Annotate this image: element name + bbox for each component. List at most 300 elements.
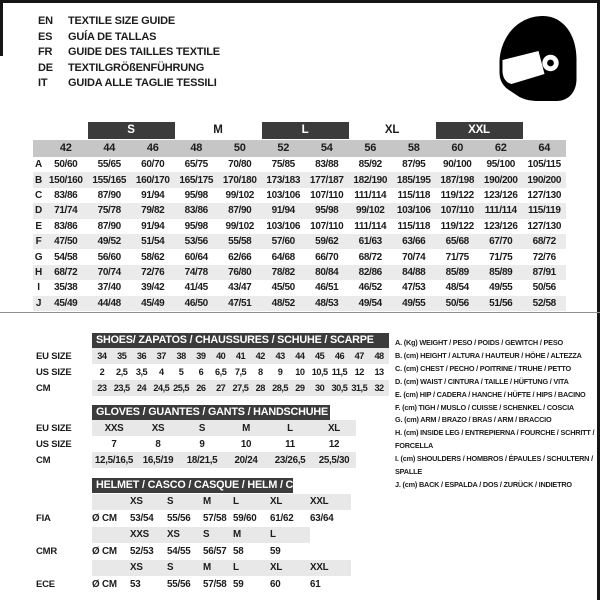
shoes-value: 43	[275, 351, 285, 361]
shoes-value: 40	[216, 351, 226, 361]
size-value: 80/84	[315, 266, 339, 278]
size-value: 72/76	[141, 266, 165, 278]
shoes-value: 24	[136, 383, 147, 393]
helmet-size-header: S	[167, 562, 174, 574]
legend-item: D. (cm) WAIST / CINTURA / TAILLE / HÜFTUNG / VITA	[395, 376, 569, 386]
size-value: 107/110	[440, 205, 474, 217]
shoes-size-table	[33, 332, 389, 396]
gloves-value: XS	[151, 422, 165, 434]
size-column-header: 42	[59, 142, 72, 154]
size-value: 91/94	[141, 220, 165, 232]
helmet-value: 59/60	[233, 512, 257, 524]
helmet-value: 56/57	[203, 545, 227, 557]
shoes-value: 27	[216, 383, 226, 393]
language-title-block	[38, 14, 220, 92]
size-value: 45/49	[141, 297, 165, 309]
helmet-value: 55/56	[167, 578, 191, 590]
gloves-value: 12	[328, 438, 340, 450]
gloves-value: 9	[199, 438, 205, 450]
helmet-data-row	[33, 543, 351, 560]
gloves-value: 25,5/30	[318, 454, 350, 466]
helmet-value: 57/58	[203, 578, 227, 590]
size-value: 70/74	[97, 266, 121, 278]
size-value: 85/89	[489, 266, 513, 278]
size-value: 63/66	[402, 236, 426, 248]
size-value: 47/53	[402, 282, 426, 294]
shoes-row-label: EU SIZE	[36, 350, 72, 362]
helmet-size-values	[92, 494, 351, 511]
shoes-value: 46	[334, 351, 345, 361]
size-value: 123/126	[483, 189, 518, 201]
shoes-value: 28	[255, 383, 265, 393]
size-value: 185/195	[396, 174, 431, 186]
helmet-values	[92, 543, 310, 560]
shoes-value: 36	[136, 351, 147, 361]
size-value: 99/102	[356, 205, 385, 217]
size-value: 50/56	[445, 297, 469, 309]
shoes-value: 31,5	[351, 383, 368, 393]
size-value: 45/50	[271, 282, 295, 294]
size-value: 150/160	[48, 174, 83, 186]
helmet-table-body	[33, 494, 351, 593]
shoes-value: 8	[257, 367, 263, 377]
size-value: 65/68	[445, 236, 469, 248]
size-row-spacer	[33, 140, 44, 157]
size-value: 72/76	[532, 251, 556, 263]
shoes-row-values	[92, 348, 389, 364]
size-column-header: 60	[451, 142, 464, 154]
size-group-l: L	[262, 122, 349, 139]
helmet-size-values	[92, 527, 310, 544]
language-code: FR	[38, 46, 53, 59]
size-value: 87/90	[97, 220, 121, 232]
shoes-value: 30	[315, 383, 325, 393]
size-value: 55/65	[97, 159, 121, 171]
size-value: 190/200	[483, 174, 518, 186]
helmet-data-row	[33, 510, 351, 527]
size-table-row	[33, 280, 566, 295]
shoes-value: 37	[156, 351, 166, 361]
size-value: 187/198	[440, 174, 475, 186]
size-value: 115/118	[397, 189, 431, 201]
helmet-size-header: XXL	[310, 496, 329, 508]
shoes-value: 24,5	[153, 383, 170, 393]
size-value: 119/122	[440, 189, 474, 201]
measure-row-label: H	[35, 266, 42, 278]
language-row	[38, 14, 220, 30]
language-title: GUIDA ALLE TAGLIE TESSILI	[68, 77, 217, 90]
helmet-size-header: L	[233, 496, 239, 508]
legend-item: J. (cm) BACK / ESPALDA / DOS / ZURÜCK / INDIETRO	[395, 479, 572, 489]
size-value: 95/98	[184, 220, 208, 232]
size-value: 111/114	[484, 205, 517, 217]
size-value: 41/45	[184, 282, 208, 294]
size-value: 85/89	[445, 266, 469, 278]
size-value: 65/75	[184, 159, 208, 171]
size-value: 51/56	[489, 297, 513, 309]
size-value: 70/74	[402, 251, 426, 263]
size-value: 57/60	[271, 236, 295, 248]
language-row	[38, 30, 220, 46]
shoes-row-values	[92, 364, 389, 380]
size-value: 46/52	[358, 282, 382, 294]
shoes-value: 42	[255, 351, 265, 361]
size-value: 165/175	[179, 174, 214, 186]
shoes-value: 39	[196, 351, 206, 361]
language-row	[38, 61, 220, 77]
size-value: 177/187	[309, 174, 344, 186]
size-value: 79/82	[141, 205, 165, 217]
language-row	[38, 45, 220, 61]
size-value: 173/183	[266, 174, 301, 186]
size-value: 50/60	[54, 159, 78, 171]
size-column-header: 58	[407, 142, 420, 154]
shoes-value: 48	[374, 351, 384, 361]
measure-row-label: A	[35, 159, 42, 171]
size-value: 53/56	[184, 236, 208, 248]
size-value: 55/58	[228, 236, 252, 248]
gloves-value: XL	[328, 422, 340, 434]
helmet-size-header: XL	[270, 496, 283, 508]
shoes-row-values	[92, 380, 389, 396]
size-value: 71/74	[54, 205, 78, 217]
measure-row-label: C	[35, 189, 42, 201]
shoes-value: 29	[295, 383, 305, 393]
legend-item: A. (Kg) WEIGHT / PESO / POIDS / GEWITCH / PESO	[395, 338, 563, 347]
size-table-row	[33, 172, 566, 187]
size-value: 76/80	[228, 266, 252, 278]
size-group-s: S	[88, 122, 175, 139]
size-value: 160/170	[135, 174, 170, 186]
size-value: 85/92	[358, 159, 382, 171]
gloves-table-body	[33, 420, 356, 468]
size-value: 39/42	[141, 282, 165, 294]
shoes-value: 6,5	[215, 367, 227, 377]
size-value: 111/114	[354, 189, 387, 201]
legend-item: B. (cm) HEIGHT / ALTURA / HAUTEUR / HÖHE / ALTEZZA	[395, 350, 582, 360]
shoes-value: 34	[97, 351, 107, 361]
size-value: 74/78	[184, 266, 208, 278]
helmet-size-row	[33, 494, 351, 511]
helmet-unit: Ø CM	[92, 578, 117, 590]
shoes-value: 13	[374, 367, 384, 377]
size-value: 71/75	[489, 251, 513, 263]
group-spacer	[33, 122, 88, 139]
size-value: 127/130	[527, 220, 562, 232]
language-title: TEXTILGRÖßENFÜHRUNG	[68, 61, 205, 74]
helmet-size-header: L	[270, 529, 276, 541]
size-value: 90/100	[443, 159, 472, 171]
gloves-row-label: US SIZE	[36, 438, 72, 450]
size-value: 155/165	[92, 174, 127, 186]
size-value: 68/72	[54, 266, 78, 278]
helmet-values	[92, 576, 351, 593]
size-value: 47/50	[54, 236, 78, 248]
size-column-header: 54	[320, 142, 333, 154]
gloves-row-values	[92, 436, 356, 452]
shoes-table-title: SHOES/ ZAPATOS / CHAUSSURES / SCHUHE / SCARPE	[92, 333, 389, 348]
helmet-size-header: XL	[270, 562, 283, 574]
size-group-m: M	[213, 124, 223, 136]
shoes-value: 38	[176, 351, 186, 361]
gloves-row	[33, 452, 356, 468]
helmet-value: 53	[130, 578, 141, 590]
size-value: 91/94	[271, 205, 295, 217]
shoes-value: 45	[315, 351, 325, 361]
helmet-size-header: S	[203, 529, 210, 541]
size-group-xl: XL	[384, 124, 400, 136]
helmet-value: 52/53	[130, 545, 154, 557]
size-value: 61/63	[358, 236, 382, 248]
gloves-value: 20/24	[234, 454, 258, 466]
size-value: 37/40	[97, 282, 121, 294]
shoes-value: 11,5	[331, 367, 348, 377]
size-value: 105/115	[527, 159, 561, 171]
size-value: 68/72	[532, 236, 556, 248]
size-value: 67/70	[489, 236, 513, 248]
size-value: 46/50	[184, 297, 208, 309]
size-value: 46/51	[315, 282, 339, 294]
shoes-row	[33, 380, 389, 396]
shoes-value: 7,5	[234, 367, 247, 377]
size-value: 83/86	[54, 189, 78, 201]
shoes-value: 2,5	[116, 367, 128, 377]
legend-item: C. (cm) CHEST / PECHO / POITRINE / TRUHE / PETTO	[395, 363, 571, 373]
size-table-row	[33, 234, 566, 249]
gloves-value: 12,5/16,5	[94, 454, 134, 466]
size-value: 83/88	[315, 159, 339, 171]
helmet-value: 54/55	[167, 545, 191, 557]
size-value: 190/200	[527, 174, 562, 186]
size-column-header: 44	[103, 142, 116, 154]
gloves-value: M	[242, 422, 250, 434]
helmet-size-header: XXL	[310, 562, 329, 574]
shoes-value: 26	[196, 383, 206, 393]
helmet-standard-label: FIA	[36, 512, 51, 524]
size-value: 82/86	[358, 266, 382, 278]
gloves-value: XXS	[104, 422, 124, 434]
size-value: 66/70	[315, 251, 339, 263]
size-table-row	[33, 265, 566, 280]
helmet-size-table	[33, 477, 351, 593]
helmet-size-row	[33, 527, 351, 544]
shoes-value: 27,5	[232, 383, 249, 393]
helmet-value: 53/54	[130, 512, 154, 524]
size-value: 87/91	[532, 266, 556, 278]
helmet-value: 60	[270, 578, 281, 590]
size-value: 87/90	[97, 189, 121, 201]
size-value: 54/58	[54, 251, 78, 263]
size-value: 107/110	[310, 220, 344, 232]
size-value: 75/85	[271, 159, 295, 171]
helmet-value: 61/62	[270, 512, 294, 524]
shoes-value: 32	[374, 383, 384, 393]
helmet-table-title: HELMET / CASCO / CASQUE / HELM / CASCO	[92, 478, 293, 493]
language-title: GUIDE DES TAILLES TEXTILE	[68, 46, 220, 59]
size-value: 51/54	[141, 236, 165, 248]
size-column-header: 46	[146, 142, 159, 154]
section-divider	[0, 312, 600, 313]
size-value: 48/52	[271, 297, 295, 309]
measure-row-label: J	[35, 297, 42, 309]
size-column-header: 64	[538, 142, 551, 154]
gloves-row-label: CM	[36, 454, 51, 466]
measure-row-label: D	[35, 205, 42, 217]
helmet-value: 58	[233, 545, 244, 557]
shoes-value: 5	[178, 367, 184, 377]
size-value: 52/58	[532, 297, 556, 309]
shoes-value: 10	[295, 367, 305, 377]
size-value: 123/126	[483, 220, 518, 232]
helmet-value: 59	[233, 578, 244, 590]
shoes-value: 4	[158, 367, 164, 377]
gloves-value: 7	[111, 438, 117, 450]
frame-border-left	[0, 0, 3, 56]
shoes-value: 2	[99, 367, 105, 377]
size-value: 45/49	[54, 297, 78, 309]
size-value: 87/90	[228, 205, 252, 217]
shoes-value: 25,5	[173, 383, 190, 393]
size-column-header: 62	[494, 142, 507, 154]
size-value: 64/68	[271, 251, 295, 263]
gloves-value: 18/21,5	[186, 454, 218, 466]
helmet-standard-label: CMR	[36, 545, 58, 557]
gloves-value: 23/26,5	[274, 454, 306, 466]
size-value: 44/48	[97, 297, 121, 309]
gloves-value: S	[198, 422, 206, 434]
size-value: 127/130	[527, 189, 562, 201]
gloves-value: 10	[240, 438, 252, 450]
size-value: 83/86	[184, 205, 208, 217]
language-code: DE	[38, 61, 53, 74]
helmet-size-header: L	[233, 562, 239, 574]
language-title: GUÍA DE TALLAS	[68, 30, 157, 43]
size-value: 99/102	[225, 220, 254, 232]
shoes-row	[33, 364, 389, 380]
size-value: 78/82	[271, 266, 295, 278]
helmet-size-header: XS	[167, 529, 180, 541]
size-table-row	[33, 188, 566, 203]
helmet-standard-label: ECE	[36, 578, 55, 590]
measure-row-label: F	[35, 236, 42, 248]
size-value: 60/70	[141, 159, 165, 171]
size-table-body	[33, 157, 566, 311]
shoes-value: 3,5	[135, 367, 148, 377]
helmet-value: 61	[310, 578, 321, 590]
size-column-header: 48	[190, 142, 203, 154]
gloves-row	[33, 420, 356, 436]
gloves-row-label: EU SIZE	[36, 422, 72, 434]
size-table-row	[33, 157, 566, 172]
size-value: 103/106	[396, 205, 431, 217]
helmet-size-header: M	[233, 529, 241, 541]
helmet-size-row	[33, 560, 351, 577]
gloves-value: 11	[285, 438, 295, 450]
size-value: 83/86	[54, 220, 78, 232]
size-value: 59/62	[315, 236, 339, 248]
measure-row-label: B	[35, 174, 42, 186]
size-value: 56/60	[97, 251, 121, 263]
helmet-value: 55/56	[167, 512, 191, 524]
frame-border-top	[0, 0, 600, 3]
size-table-row	[33, 203, 566, 218]
shoes-value: 28,5	[272, 383, 289, 393]
shoes-value: 23,5	[113, 383, 130, 393]
shoes-value: 41	[235, 351, 246, 361]
measurement-legend	[395, 337, 595, 492]
size-value: 111/114	[354, 220, 387, 232]
helmet-unit: Ø CM	[92, 545, 117, 557]
shoes-value: 10,5	[311, 367, 328, 377]
size-value: 58/62	[141, 251, 165, 263]
size-value: 75/78	[97, 205, 121, 217]
helmet-size-header: XS	[130, 496, 143, 508]
size-column-header: 52	[277, 142, 290, 154]
measure-row-label: E	[35, 220, 42, 232]
language-code: EN	[38, 15, 53, 27]
measure-row-label: G	[34, 251, 43, 263]
helmet-values	[92, 510, 351, 527]
legend-item: F. (cm) TIGH / MUSLO / CUISSE / SCHENKEL / COSCIA	[395, 402, 574, 412]
shoes-value: 6	[198, 367, 204, 377]
shoes-value: 12	[354, 367, 364, 377]
language-code: ES	[38, 30, 53, 43]
gloves-row-values	[92, 420, 356, 436]
size-value: 115/119	[527, 205, 561, 217]
shoes-value: 23	[97, 383, 107, 393]
size-value: 107/110	[310, 189, 344, 201]
size-column-header: 56	[364, 142, 377, 154]
size-table-row	[33, 219, 566, 234]
gloves-row-values	[92, 452, 356, 468]
size-value: 95/100	[486, 159, 515, 171]
language-row	[38, 76, 220, 92]
gloves-value: 8	[155, 438, 161, 450]
size-value: 70/80	[228, 159, 252, 171]
garment-size-table	[33, 122, 566, 311]
helmet-size-header: M	[203, 496, 211, 508]
size-value: 62/66	[228, 251, 252, 263]
size-value: 91/94	[141, 189, 165, 201]
size-value: 35/38	[54, 282, 78, 294]
size-group-row	[33, 122, 566, 139]
helmet-data-row	[33, 576, 351, 593]
racing-helmet-icon	[486, 12, 587, 102]
legend-item: I. (cm) SHOULDERS / HOMBROS / ÉPAULES / SCHULTERN / SPALLE	[395, 454, 593, 477]
gloves-table-title: GLOVES / GUANTES / GANTS / HANDSCHUHE / GUANTI	[92, 405, 330, 420]
helmet-size-values	[92, 560, 351, 577]
helmet-value: 63/64	[310, 512, 334, 524]
size-value: 49/55	[489, 282, 513, 294]
shoes-value: 30,5	[331, 383, 348, 393]
shoes-value: 47	[354, 351, 364, 361]
size-value: 99/102	[225, 189, 254, 201]
measure-row-label: I	[37, 282, 40, 294]
helmet-size-header: M	[203, 562, 211, 574]
size-value: 60/64	[184, 251, 208, 263]
size-value: 84/88	[402, 266, 426, 278]
shoes-value: 9	[277, 367, 283, 377]
legend-item: G. (cm) ARM / BRAZO / BRAS / ARM / BRACCIO	[395, 415, 552, 425]
size-value: 95/98	[184, 189, 208, 201]
size-value: 68/72	[358, 251, 382, 263]
size-header-row	[33, 140, 566, 157]
size-value: 43/47	[228, 282, 252, 294]
size-value: 49/55	[402, 297, 426, 309]
helmet-size-header: S	[167, 496, 174, 508]
shoes-row-label: US SIZE	[36, 366, 72, 378]
helmet-value: 57/58	[203, 512, 227, 524]
